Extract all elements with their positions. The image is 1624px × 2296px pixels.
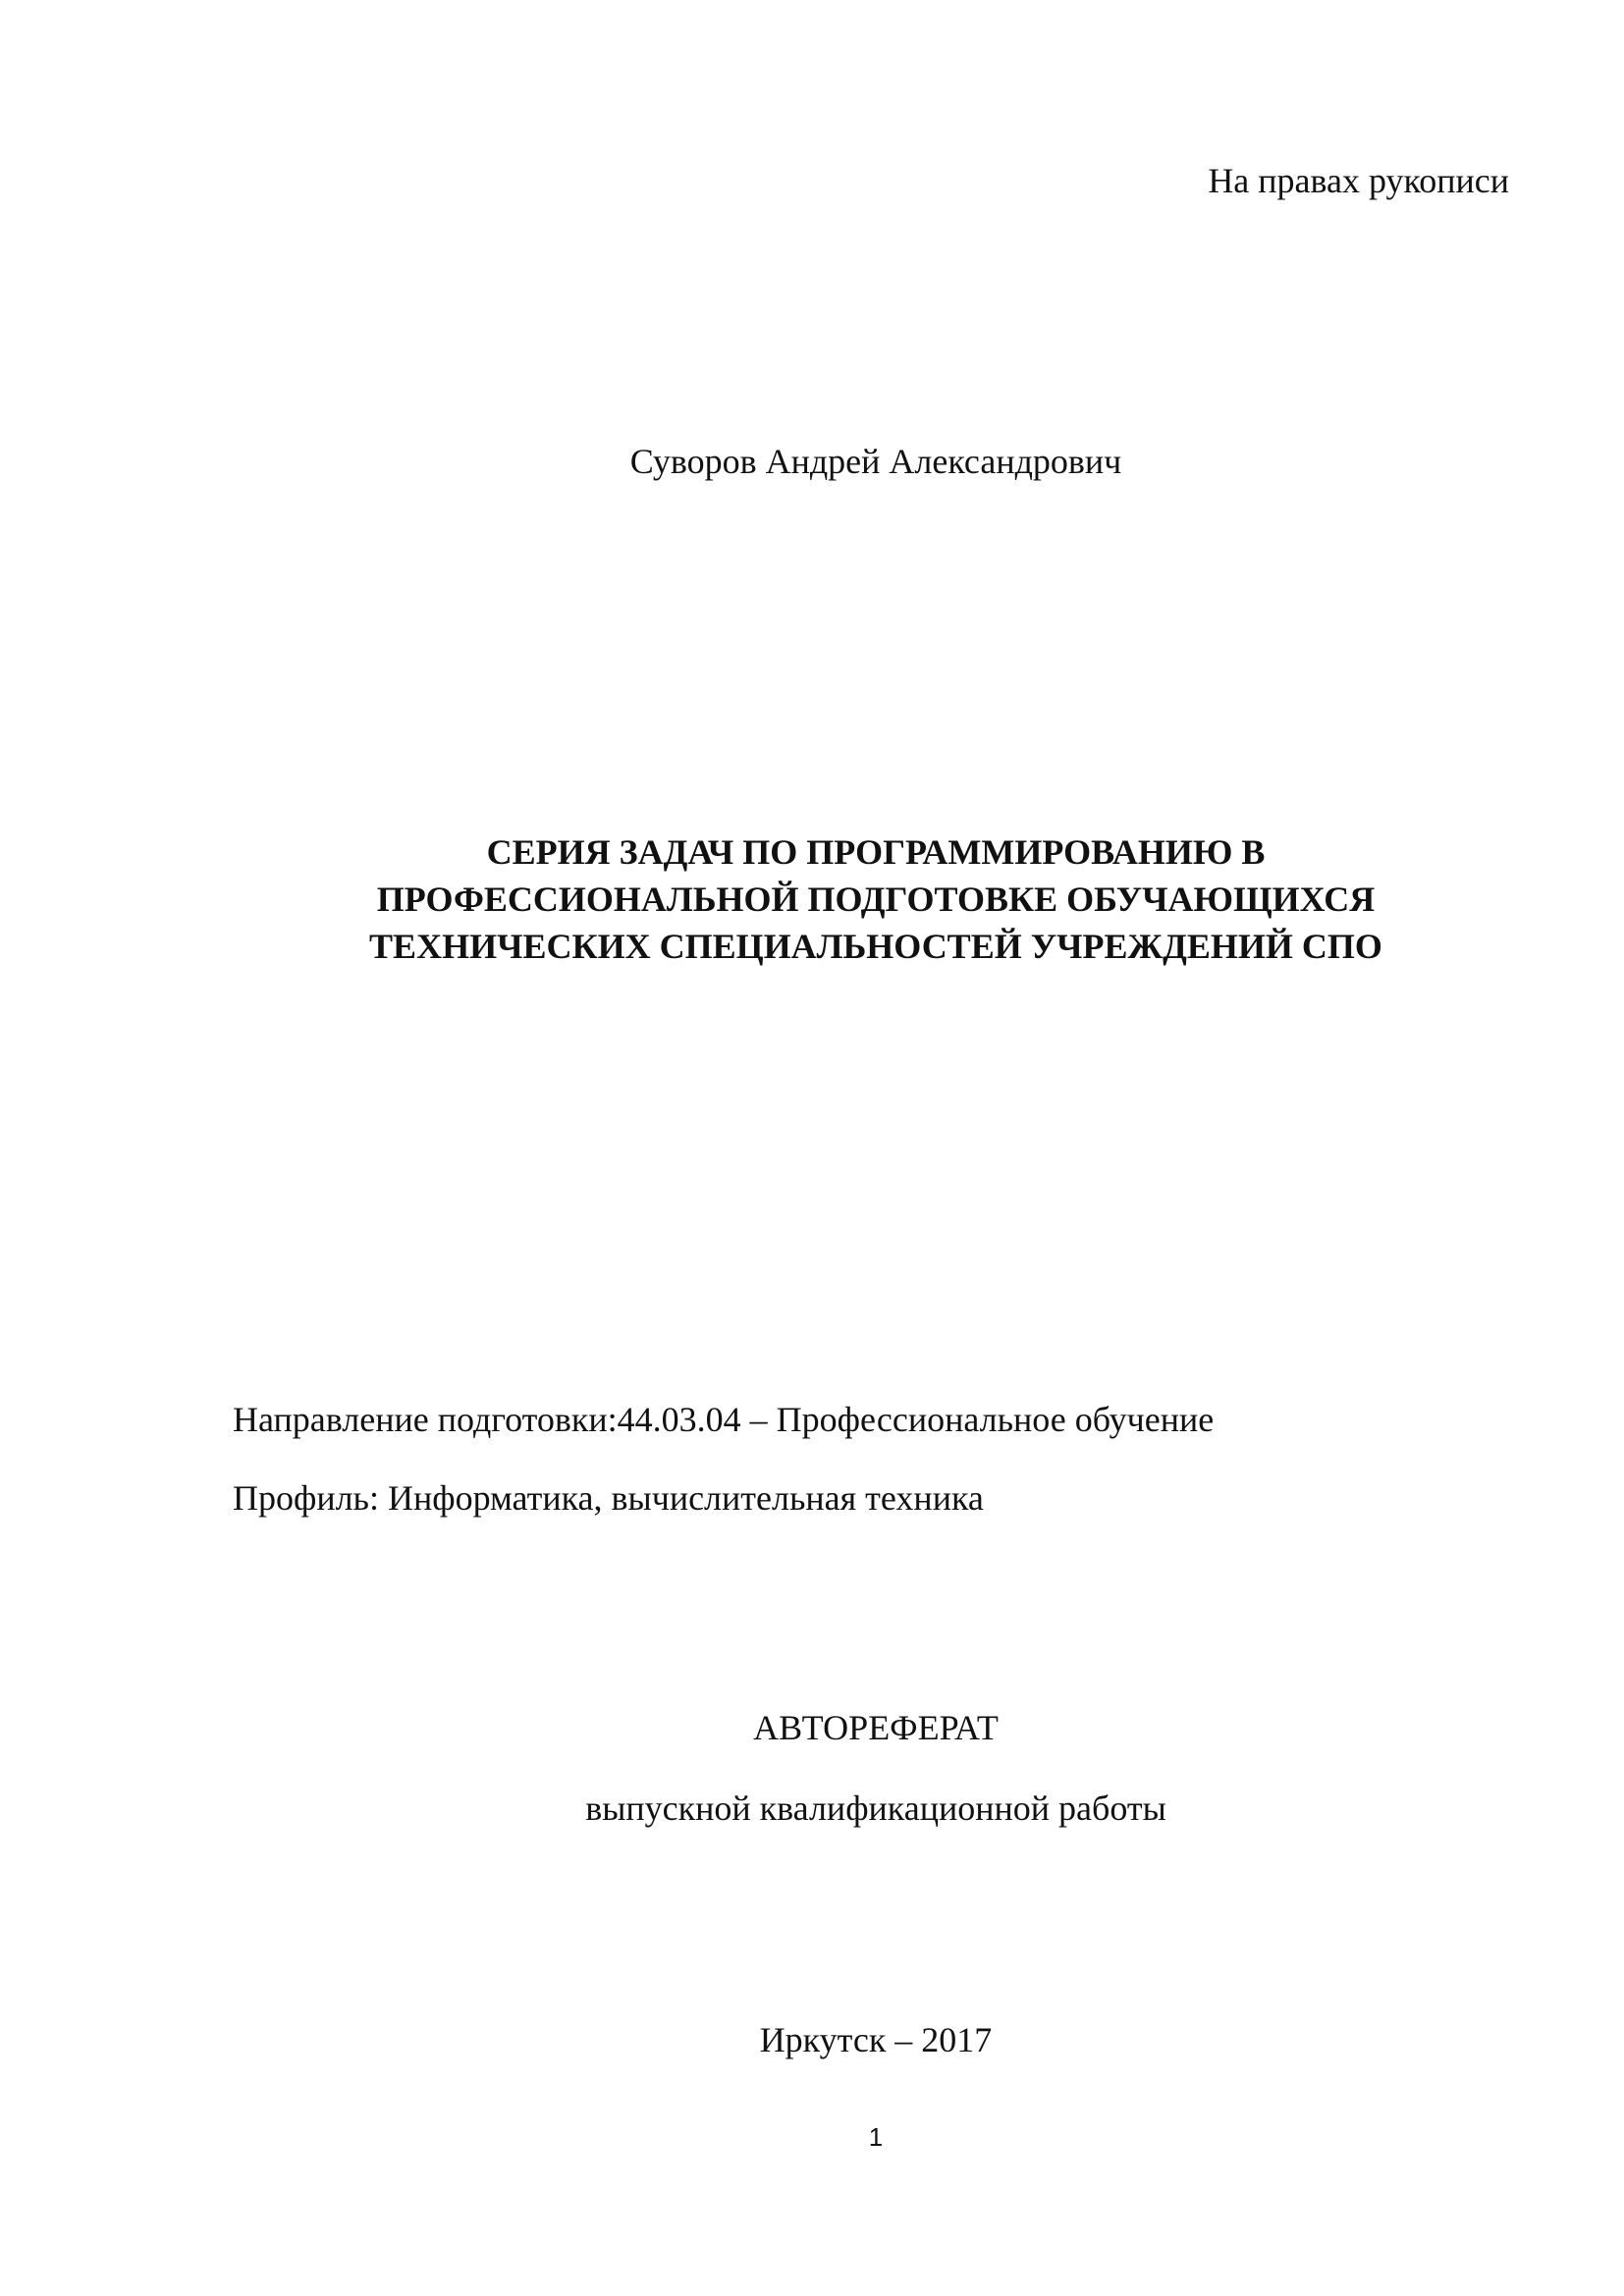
training-profile: Профиль: Информатика, вычислительная техника — [233, 1478, 984, 1518]
author-name: Суворов Андрей Александрович — [629, 442, 1122, 481]
thesis-title — [0, 828, 1624, 970]
training-direction: Направление подготовки:44.03.04 – Профессиональное обучение — [233, 1400, 1215, 1439]
thesis-title-line-2: ПРОФЕССИОНАЛЬНОЙ ПОДГОТОВКЕ ОБУЧАЮЩИХСЯ — [376, 880, 1376, 919]
city-and-year: Иркутск – 2017 — [759, 2020, 993, 2059]
page-number: 1 — [868, 2122, 884, 2152]
manuscript-rights-note: На правах рукописи — [1208, 161, 1509, 200]
thesis-title-line-1: СЕРИЯ ЗАДАЧ ПО ПРОГРАММИРОВАНИЮ В — [486, 832, 1266, 872]
document-subtitle: выпускной квалификационной работы — [585, 1789, 1166, 1828]
thesis-title-line-3: ТЕХНИЧЕСКИХ СПЕЦИАЛЬНОСТЕЙ УЧРЕЖДЕНИЙ СПО — [369, 927, 1382, 966]
document-type: АВТОРЕФЕРАТ — [753, 1708, 999, 1747]
